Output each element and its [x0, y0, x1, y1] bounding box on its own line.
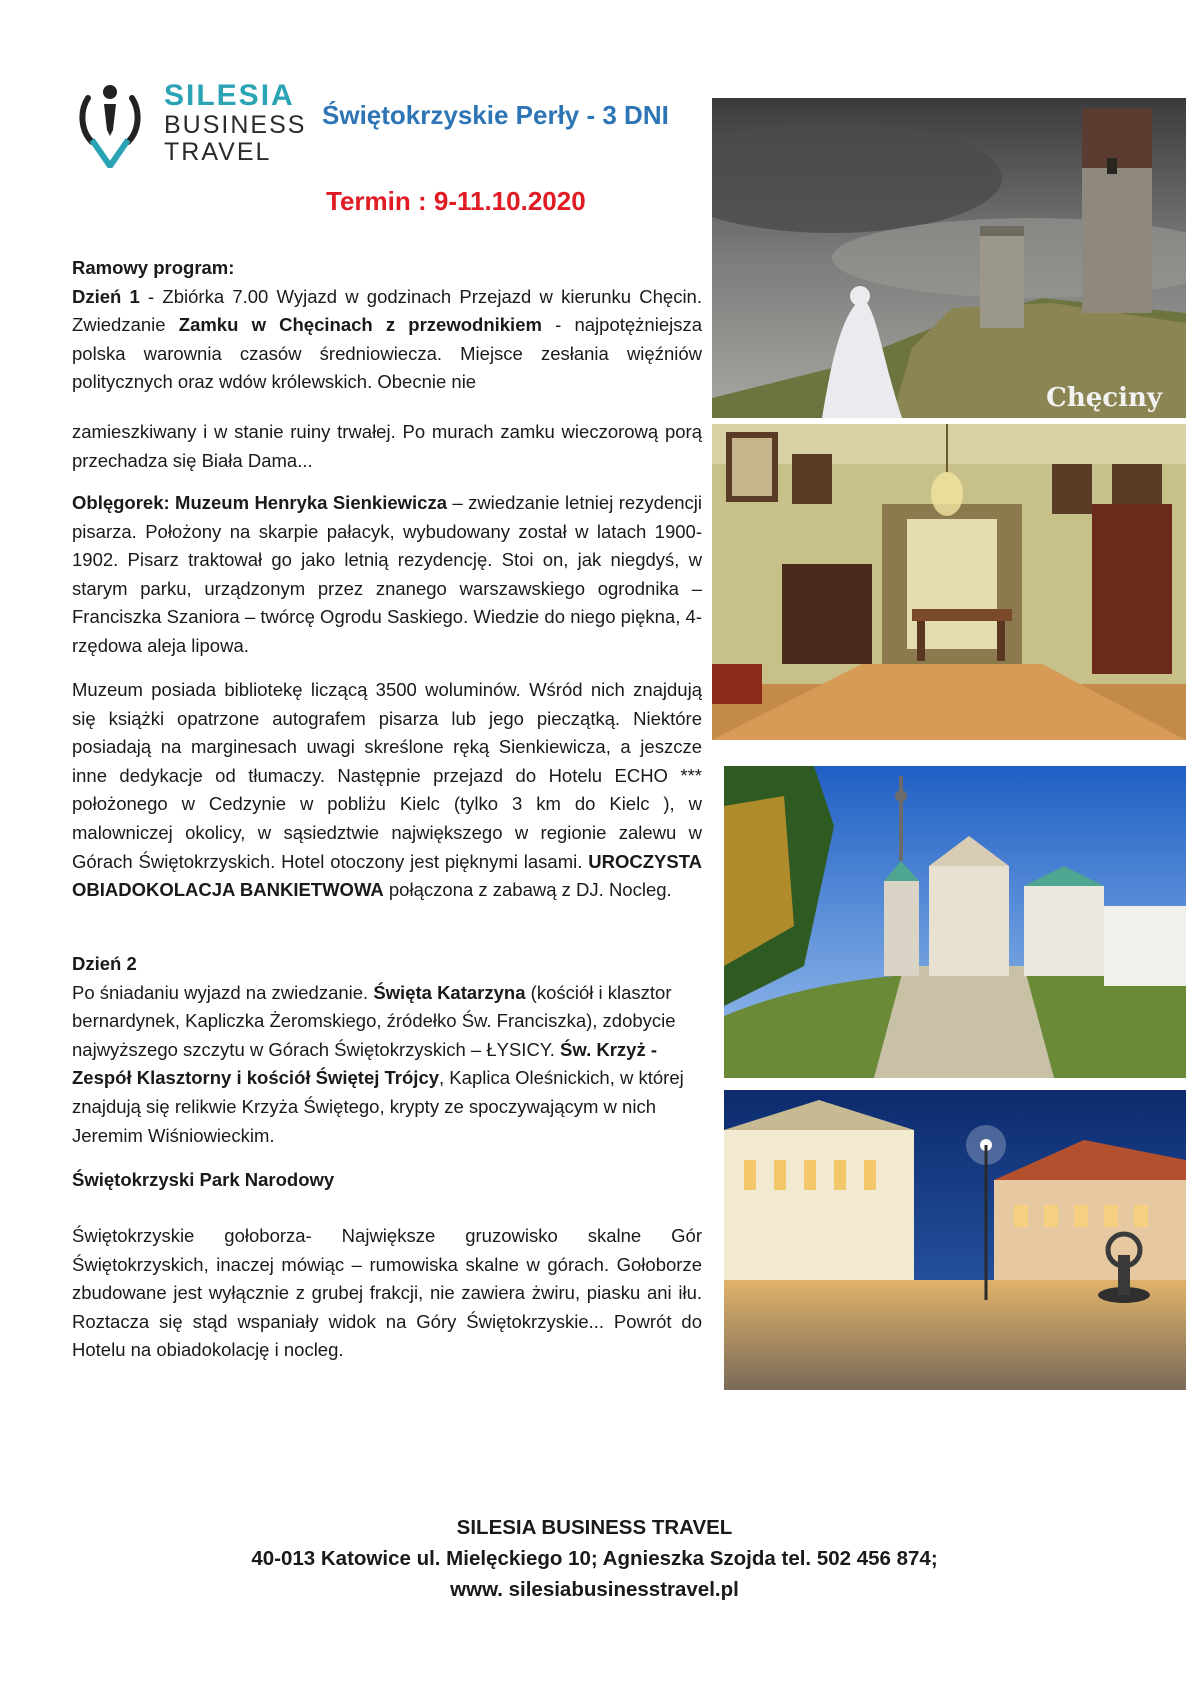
museum-description: – zwiedzanie letniej rezydencji pisarza. Położony na skarpie pałacyk, wybudowany został w latach 1900-1902. Pisarz traktował go jako letnią rezydencję. Stoi on, jak niegdyś, w starym parku, urządzonym przez znanego warszawskiego ogrodnika – Franciszka Szaniora – twórcę Ogrodu Saskiego. Wiedzie do niego piękna, 4-rzędowa aleja lipowa.	[72, 492, 702, 656]
day1-castle-legend: zamieszkiwany i w stanie ruiny trwałej. Po murach zamku wieczorową porą przechadza się Biała Dama...	[72, 421, 702, 471]
park-description: Świętokrzyskie gołoborza- Największe gruzowisko skalne Gór Świętokrzyskich, inaczej mówiąc – rumowiska skalne w górach. Gołoborze zbudowane jest wyłącznie z grubej frakcji, nie zawiera żwiru, piasku ani iłu. Roztacza się stąd wspaniały widok na Góry Świętokrzyskie... Powrót do Hotelu na obiadokolację i nocleg.	[72, 1225, 702, 1361]
company-logo	[78, 80, 308, 170]
day2-text: Po śniadaniu wyjazd na zwiedzanie.	[72, 981, 374, 1003]
footer-contact: 40-013 Katowice ul. Mielęckiego 10; Agnieszka Szojda tel. 502 456 874;	[251, 1547, 938, 1570]
program-day1-intro	[72, 254, 702, 397]
day2-paragraph-1	[72, 950, 702, 1150]
park-heading: Świętokrzyski Park Narodowy	[72, 1169, 335, 1190]
logo-line-business: BUSINESS	[164, 111, 307, 139]
footer-company: SILESIA BUSINESS TRAVEL	[456, 1516, 733, 1539]
katarzyna-highlight: Święta Katarzyna	[373, 981, 526, 1003]
park-heading-block	[72, 1166, 702, 1195]
footer	[0, 1512, 1189, 1605]
day1-paragraph-2	[72, 418, 702, 475]
day1-paragraph-4	[72, 676, 702, 905]
day2-text-end: , Kaplica Oleśnickich, w której znajdują się relikwie Krzyża Świętego, krypty ze spoczywającym w nich Jeremim Wiśniowieckim.	[72, 1067, 684, 1146]
document-title: Świętokrzyskie Perły - 3 DNI	[322, 100, 669, 130]
krzyz-highlight: Św. Krzyż - Zespół Klasztorny i kościół Świętej Trójcy	[72, 1038, 658, 1089]
photo-kielce-square-night	[724, 1090, 1186, 1390]
logo-line-silesia: SILESIA	[164, 79, 295, 112]
day2-paragraph-2	[72, 1222, 702, 1365]
day2-label: Dzień 2	[72, 953, 137, 974]
day1-text: - Zbiórka 7.00 Wyjazd w godzinach Przejazd w kierunku Chęcin. Zwiedzanie	[72, 285, 702, 336]
logo-mark-icon	[78, 80, 142, 168]
program-heading: Ramowy program:	[72, 257, 235, 278]
day1-paragraph-3	[72, 489, 702, 661]
photo-museum-interior	[712, 424, 1186, 740]
logo-line-travel: TRAVEL	[164, 138, 272, 166]
footer-website: www. silesiabusinesstravel.pl	[450, 1578, 739, 1601]
day1-text-cont: - najpotężniejsza polska warownia czasów średniowiecza. Miejsce zesłania więźniów politycznych oraz wdów królewskich. Obecnie nie	[72, 314, 703, 393]
banquet-highlight: UROCZYSTA OBIADOKOLACJA BANKIETWOWA	[72, 850, 702, 901]
museum-highlight: Oblęgorek: Muzeum Henryka Sienkiewicza	[72, 492, 447, 513]
banquet-description: połączona z zabawą z DJ. Nocleg.	[383, 879, 672, 901]
logo-wordmark	[164, 80, 306, 166]
trip-date: Termin : 9-11.10.2020	[326, 186, 586, 216]
photo-swiety-krzyz-monastery	[724, 766, 1186, 1078]
library-description: Muzeum posiada bibliotekę liczącą 3500 woluminów. Wśród nich znajdują się książki opatrzone autografem pisarza lub jego pieczątką. Niektóre posiadają na marginesach uwagi skreślone ręką Sienkiewicza, a jeszcze inne dedykacje od tłumaczy. Następnie przejazd do Hotelu ECHO *** położonego w Cedzynie w pobliżu Kielc (tylko 3 km do Kielc ), w malowniczej okolicy, w sąsiedztwie największego w regionie zalewu w Górach Świętokrzyskich. Hotel otoczony jest pięknymi lasami.	[72, 679, 702, 872]
day1-castle-highlight: Zamku w Chęcinach z przewodnikiem	[178, 314, 542, 336]
day2-text-cont: (kościół i klasztor bernardynek, Kapliczka Żeromskiego, źródełko Św. Franciszka), zdobycie najwyższego szczytu w Górach Świętokrzyskich – ŁYSICY.	[72, 981, 676, 1060]
day1-label: Dzień 1	[72, 285, 140, 307]
photo-checiny-castle	[712, 98, 1186, 418]
photo-caption-checiny: Chęciny	[1046, 383, 1162, 413]
